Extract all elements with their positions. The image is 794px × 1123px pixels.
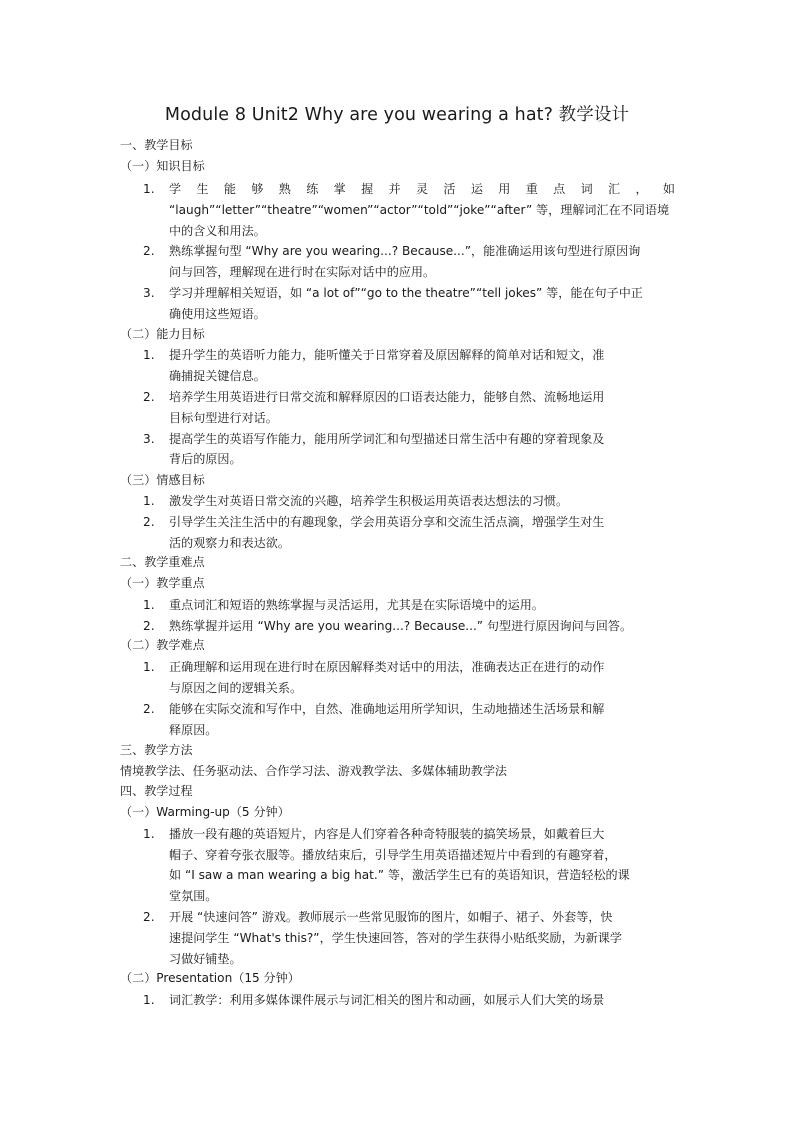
subsection-heading-knowledge: （一）知识目标	[120, 159, 205, 173]
list-item-line: 释原因。	[169, 723, 218, 737]
list-number: 2.	[143, 390, 155, 404]
list-item-line: 能够在实际交流和写作中，自然、准确地运用所学知识，生动地描述生活场景和解	[169, 702, 605, 716]
methods-text: 情境教学法、任务驱动法、合作学习法、游戏教学法、多媒体辅助教学法	[120, 764, 508, 778]
section-heading-objectives: 一、教学目标	[120, 138, 193, 152]
list-item-line: “laugh”“letter”“theatre”“women”“actor”“told”“joke”“after” 等，理解词汇在不同语境	[169, 203, 670, 217]
list-item-line: 如 “I saw a man wearing a big hat.” 等，激活学生已有的英语知识，营造轻松的课	[169, 868, 630, 882]
list-item-line: 习做好铺垫。	[169, 952, 242, 966]
list-number: 3.	[143, 432, 155, 446]
list-item-line: 确使用这些短语。	[169, 307, 266, 321]
list-item-line: 开展 “快速问答” 游戏。教师展示一些常见服饰的图片，如帽子、裙子、外套等，快	[169, 910, 613, 924]
subsection-heading-ability: （二）能力目标	[120, 327, 205, 341]
list-item-line: 背后的原因。	[169, 452, 242, 466]
list-item-line: 活的观察力和表达欲。	[169, 536, 290, 550]
list-number: 2.	[143, 702, 155, 716]
list-number: 1.	[143, 348, 155, 362]
subsection-heading-emotion: （三）情感目标	[120, 473, 205, 487]
list-number: 1.	[143, 182, 155, 196]
list-item-line: 目标句型进行对话。	[169, 411, 278, 425]
list-item-line: 问与回答，理解现在进行时在实际对话中的应用。	[169, 265, 436, 279]
list-item-line: 播放一段有趣的英语短片，内容是人们穿着各种奇特服装的搞笑场景，如戴着巨大	[169, 827, 605, 841]
list-number: 1.	[143, 660, 155, 674]
list-item-line: 速提问学生 “What's this?”，学生快速回答，答对的学生获得小贴纸奖励，为新课学	[169, 931, 622, 945]
list-item-line: 提高学生的英语写作能力，能用所学词汇和句型描述日常生活中有趣的穿着现象及	[169, 432, 605, 446]
section-heading-process: 四、教学过程	[120, 784, 193, 798]
list-item-line-justified: 学 生 能 够 熟 练 掌 握 并 灵 活 运 用 重 点 词 汇 ， 如	[169, 182, 675, 196]
list-item-line: 帽子、穿着夸张衣服等。播放结束后，引导学生用英语描述短片中看到的有趣穿着，	[169, 848, 617, 862]
list-number: 2.	[143, 619, 155, 633]
list-item-line: 重点词汇和短语的熟练掌握与灵活运用，尤其是在实际语境中的运用。	[169, 598, 544, 612]
list-item-line: 词汇教学：利用多媒体课件展示与词汇相关的图片和动画，如展示人们大笑的场景	[169, 993, 605, 1007]
document-title: Module 8 Unit2 Why are you wearing a hat? 教学设计	[164, 105, 630, 125]
subsection-heading-focus: （一）教学重点	[120, 576, 205, 590]
list-item-line: 引导学生关注生活中的有趣现象，学会用英语分享和交流生活点滴，增强学生对生	[169, 515, 605, 529]
list-item-line: 与原因之间的逻辑关系。	[169, 681, 303, 695]
list-item-line: 熟练掌握句型 “Why are you wearing...? Because...”，能准确运用该句型进行原因询	[169, 244, 641, 258]
section-heading-methods: 三、教学方法	[120, 743, 193, 757]
list-item-line: 学习并理解相关短语，如 “a lot of”“go to the theatre”“tell jokes” 等，能在句子中正	[169, 286, 643, 300]
list-item-line: 确捕捉关键信息。	[169, 369, 266, 383]
list-item-line: 培养学生用英语进行日常交流和解释原因的口语表达能力，能够自然、流畅地运用	[169, 390, 605, 404]
list-number: 1.	[143, 993, 155, 1007]
list-number: 1.	[143, 494, 155, 508]
list-item-line: 提升学生的英语听力能力，能听懂关于日常穿着及原因解释的简单对话和短文，准	[169, 348, 605, 362]
list-item-line: 激发学生对英语日常交流的兴趣，培养学生积极运用英语表达想法的习惯。	[169, 494, 569, 508]
subsection-heading-difficulties: （二）教学难点	[120, 638, 205, 652]
list-number: 1.	[143, 598, 155, 612]
subsection-heading-presentation: （二）Presentation（15 分钟）	[120, 971, 300, 985]
list-item-line: 熟练掌握并运用 “Why are you wearing...? Because...” 句型进行原因询问与回答。	[169, 619, 633, 633]
subsection-heading-warming-up: （一）Warming-up（5 分钟）	[120, 805, 290, 819]
list-item-line: 正确理解和运用现在进行时在原因解释类对话中的用法，准确表达正在进行的动作	[169, 660, 605, 674]
list-number: 2.	[143, 244, 155, 258]
list-number: 1.	[143, 827, 155, 841]
list-number: 2.	[143, 515, 155, 529]
list-item-line: 堂氛围。	[169, 889, 218, 903]
list-item-line: 中的含义和用法。	[169, 224, 266, 238]
list-number: 2.	[143, 910, 155, 924]
section-heading-key-points: 二、教学重难点	[120, 555, 205, 569]
list-number: 3.	[143, 286, 155, 300]
